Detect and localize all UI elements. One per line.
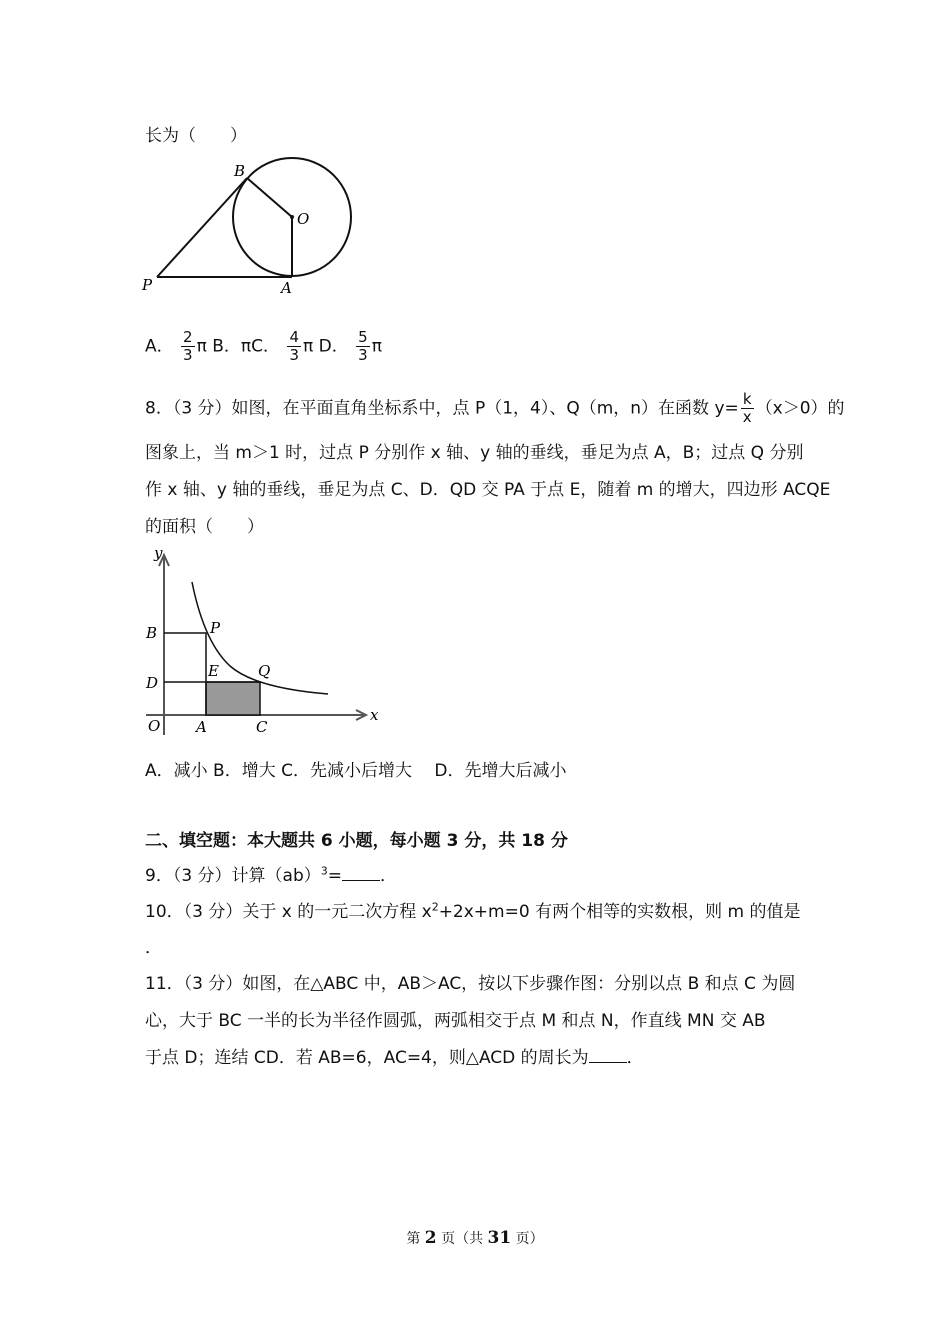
q11-answer-blank[interactable] — [589, 1048, 627, 1063]
q10-line2: ． — [145, 938, 162, 958]
option-a-fraction: $\frac{2}{3}$ — [183, 328, 193, 364]
label-p: P — [142, 276, 153, 294]
option-d-fraction: $\frac{5}{3}$ — [358, 328, 368, 364]
q11-line1: 11．（3 分）如图，在△ABC 中，AB＞AC，按以下步骤作图：分别以点 B 和点 C 为圆 — [145, 974, 796, 994]
q8-graph-figure — [140, 542, 390, 742]
page-footer: 第 2 页（共 31 页） — [406, 1228, 544, 1248]
q7-stem-tail: 长为（ ） — [145, 126, 247, 146]
q7-options: A． $\frac{2}{3}$ π B．πC． $\frac{4}{3}$ π D． $\frac{5}{3}$ π — [145, 328, 382, 364]
q8-line2: 图象上，当 m＞1 时，过点 P 分别作 x 轴、y 轴的垂线，垂足为点 A，B；过点 Q 分别 — [145, 443, 804, 463]
q8-line4: 的面积（ ） — [145, 517, 264, 537]
shaded-acqe — [206, 682, 260, 715]
q8-fraction: $\frac{k}{x}$ — [742, 390, 752, 426]
option-d-label: D． — [318, 336, 349, 357]
label-a: A — [196, 718, 207, 736]
label-y: y — [154, 544, 163, 562]
total-pages: 31 — [487, 1228, 512, 1248]
rect-obpa — [164, 633, 206, 715]
label-o: O — [148, 717, 161, 735]
center-point — [290, 215, 294, 219]
q8-line1: 8．（3 分）如图，在平面直角坐标系中，点 P（1，4）、Q（m，n）在函数 y= $\frac{k}{x}$ （x＞0）的 — [145, 390, 845, 426]
q9-answer-blank[interactable] — [342, 866, 380, 881]
q11-line2: 心，大于 BC 一半的长为半径作圆弧，两弧相交于点 M 和点 N，作直线 MN 交 AB — [145, 1011, 766, 1031]
q7-circle-figure — [138, 156, 358, 296]
label-b: B — [146, 624, 158, 642]
label-p: P — [210, 619, 221, 637]
page-number: 2 — [424, 1228, 437, 1248]
label-c: C — [256, 718, 268, 736]
q9-line: 9．（3 分）计算（ab）$^3$= ． — [145, 864, 397, 886]
q8-line3: 作 x 轴、y 轴的垂线，垂足为点 C、D．QD 交 PA 于点 E，随着 m 的增大，四边形 ACQE — [145, 480, 831, 500]
q8-options: A．减小 B．增大 C．先减小后增大 D．先增大后减小 — [145, 761, 567, 781]
q11-line3: 于点 D；连结 CD．若 AB=6，AC=4，则△ACD 的周长为 ． — [145, 1048, 644, 1068]
radius-ob — [247, 178, 292, 217]
option-c-fraction: $\frac{4}{3}$ — [289, 328, 299, 364]
section2-title: 二、填空题：本大题共 6 小题，每小题 3 分，共 18 分 — [145, 831, 568, 851]
label-e: E — [208, 662, 219, 680]
label-q: Q — [258, 662, 271, 680]
label-b: B — [234, 162, 246, 180]
q10-line1: 10．（3 分）关于 x 的一元二次方程 $x^2+2x+m=0$ 有两个相等的实数根，则 m 的值是 — [145, 900, 801, 922]
label-d: D — [146, 674, 159, 692]
label-x: x — [370, 706, 379, 724]
label-a: A — [281, 279, 292, 296]
label-o: O — [297, 210, 310, 228]
option-b-c-label: B．πC． — [212, 336, 281, 357]
option-a-label: A． — [145, 336, 174, 357]
